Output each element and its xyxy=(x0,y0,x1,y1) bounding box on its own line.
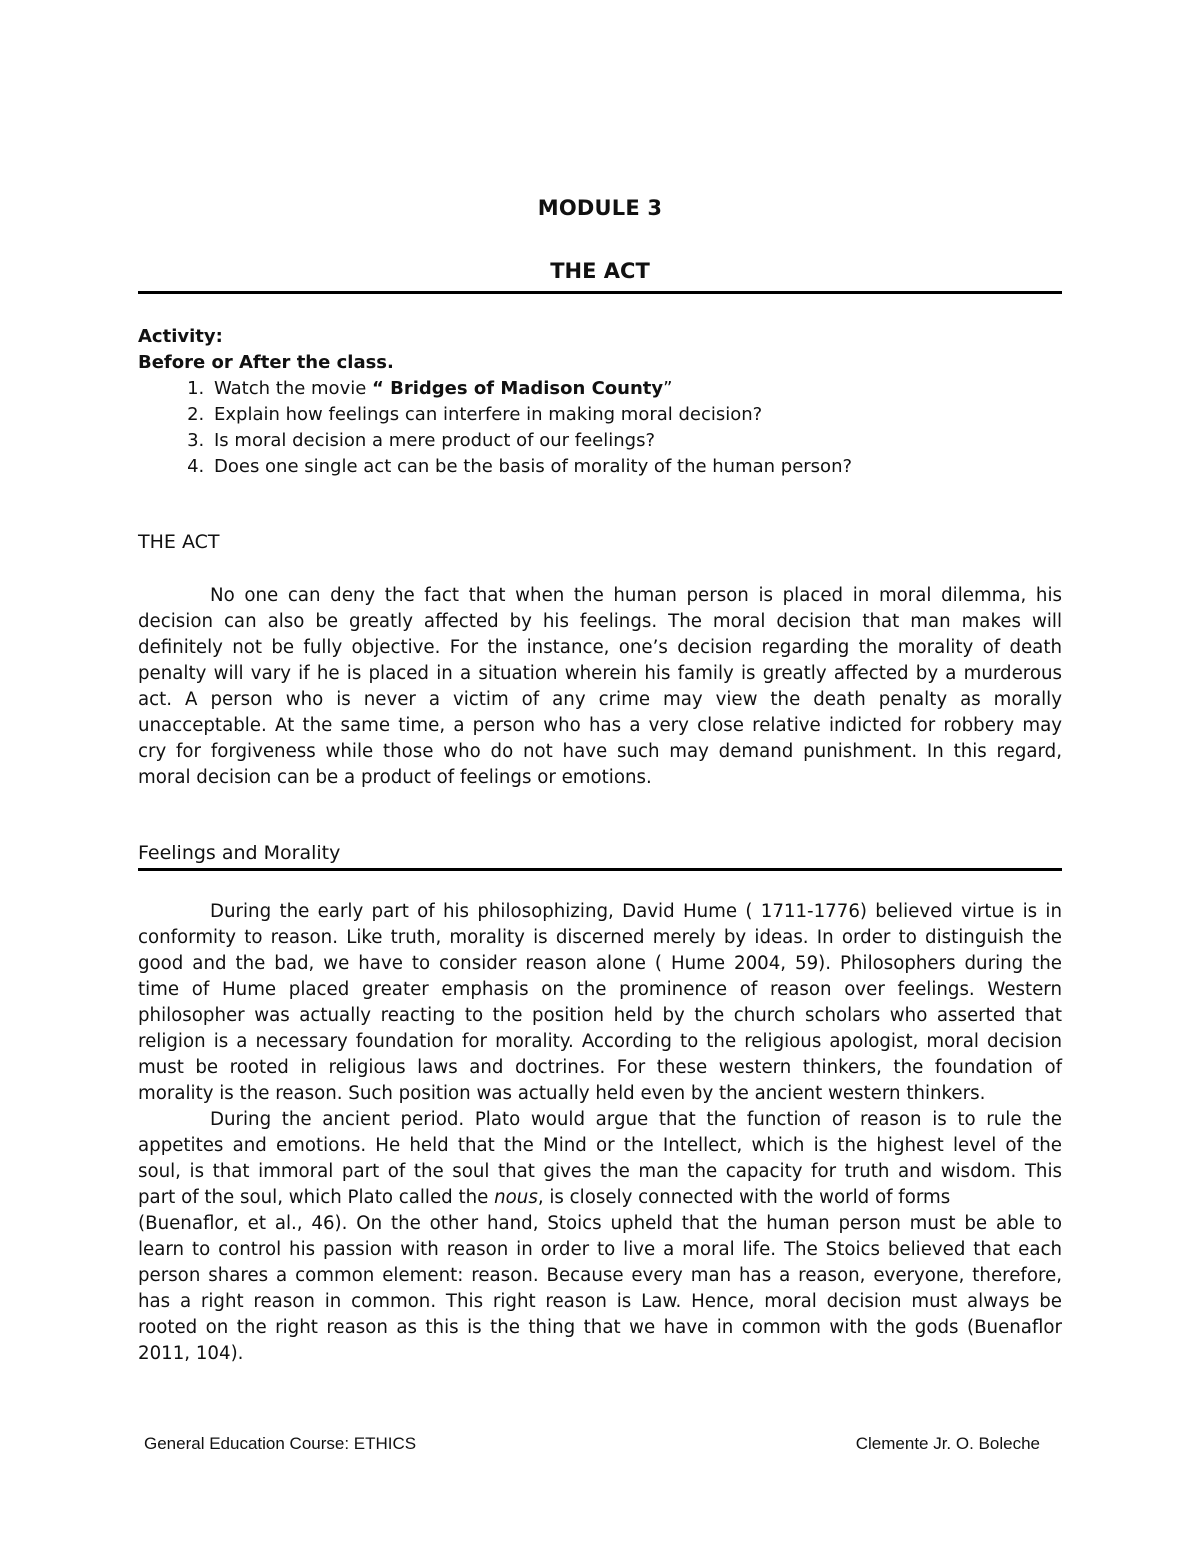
text-line: part of the soul, which Plato called the nous, is closely connected with the world of forms xyxy=(138,1187,951,1208)
list-item: 1. Watch the movie “ Bridges of Madison County” xyxy=(210,376,1062,402)
text-line: morality is the reason. Such position was actually held even by the ancient western thinkers. xyxy=(138,1083,986,1104)
activity-sublabel: Before or After the class. xyxy=(138,352,394,373)
text-line: person shares a common element: reason. Because every man has a reason, everyone, therefore, xyxy=(138,1265,1062,1286)
paragraph-feelings xyxy=(138,899,1062,1367)
text-line: good and the bad, we have to consider reason alone ( Hume 2004, 59). Philosophers during the xyxy=(138,953,1062,974)
list-item: 3. Is moral decision a mere product of our feelings? xyxy=(210,428,1062,454)
list-item: 2. Explain how feelings can interfere in making moral decision? xyxy=(210,402,1062,428)
text-line: has a right reason in common. This right reason is Law. Hence, moral decision must always be xyxy=(138,1291,1062,1312)
text-line: During the early part of his philosophizing, David Hume ( 1711-1776) believed virtue is in xyxy=(210,901,1062,922)
activity-label: Activity: xyxy=(138,326,223,347)
title-divider xyxy=(138,291,1062,294)
text-line: time of Hume placed greater emphasis on the prominence of reason over feelings. Western xyxy=(138,979,1062,1000)
document-page xyxy=(138,0,1062,1553)
nous-term: nous xyxy=(494,1187,538,1208)
footer-course: General Education Course: ETHICS xyxy=(144,1434,417,1453)
section-heading-the-act: THE ACT xyxy=(138,531,220,553)
text-line: rooted on the right reason as this is the thing that we have in common with the gods (Buenaflor xyxy=(138,1317,1062,1338)
text-line: During the ancient period. Plato would argue that the function of reason is to rule the xyxy=(210,1109,1062,1130)
text-line: religion is a necessary foundation for morality. According to the religious apologist, moral decision xyxy=(138,1031,1062,1052)
activity-block xyxy=(138,324,1062,480)
section-divider xyxy=(138,868,1062,871)
text-line: must be rooted in religious laws and doctrines. For these western thinkers, the foundation of xyxy=(138,1057,1062,1078)
text-line: philosopher was actually reacting to the position held by the church scholars who asserted that xyxy=(138,1005,1062,1026)
text-line: penalty will vary if he is placed in a situation wherein his family is greatly affected by a murderous xyxy=(138,663,1062,684)
text-line: 2011, 104). xyxy=(138,1343,244,1364)
text-line: moral decision can be a product of feelings or emotions. xyxy=(138,767,652,788)
footer-author: Clemente Jr. O. Boleche xyxy=(855,1434,1040,1453)
text-line: conformity to reason. Like truth, morality is discerned merely by ideas. In order to distinguish the xyxy=(138,927,1062,948)
paragraph-the-act xyxy=(138,583,1062,791)
text-line: unacceptable. At the same time, a person who has a very close relative indicted for robbery may xyxy=(138,715,1062,736)
text-line: No one can deny the fact that when the human person is placed in moral dilemma, his xyxy=(210,585,1062,606)
text-line: (Buenaflor, et al., 46). On the other hand, Stoics upheld that the human person must be able to xyxy=(138,1213,1062,1234)
text-line: act. A person who is never a victim of any crime may view the death penalty as morally xyxy=(138,689,1062,710)
text-line: appetites and emotions. He held that the Mind or the Intellect, which is the highest level of the xyxy=(138,1135,1062,1156)
text-line: definitely not be fully objective. For the instance, one’s decision regarding the morality of death xyxy=(138,637,1062,658)
text-line: soul, is that immoral part of the soul that gives the man the capacity for truth and wisdom. This xyxy=(138,1161,1062,1182)
module-title: MODULE 3 xyxy=(537,196,663,220)
list-item: 4. Does one single act can be the basis of morality of the human person? xyxy=(210,454,1062,480)
text-line: decision can also be greatly affected by his feelings. The moral decision that man makes will xyxy=(138,611,1062,632)
movie-title: “ Bridges of Madison County xyxy=(372,378,664,399)
text-line: learn to control his passion with reason in order to live a moral life. The Stoics believed that each xyxy=(138,1239,1062,1260)
activity-list xyxy=(138,376,1062,480)
page-title: THE ACT xyxy=(550,259,650,283)
section-heading-feelings: Feelings and Morality xyxy=(138,842,341,864)
text-line: cry for forgiveness while those who do not have such may demand punishment. In this regard, xyxy=(138,741,1062,762)
